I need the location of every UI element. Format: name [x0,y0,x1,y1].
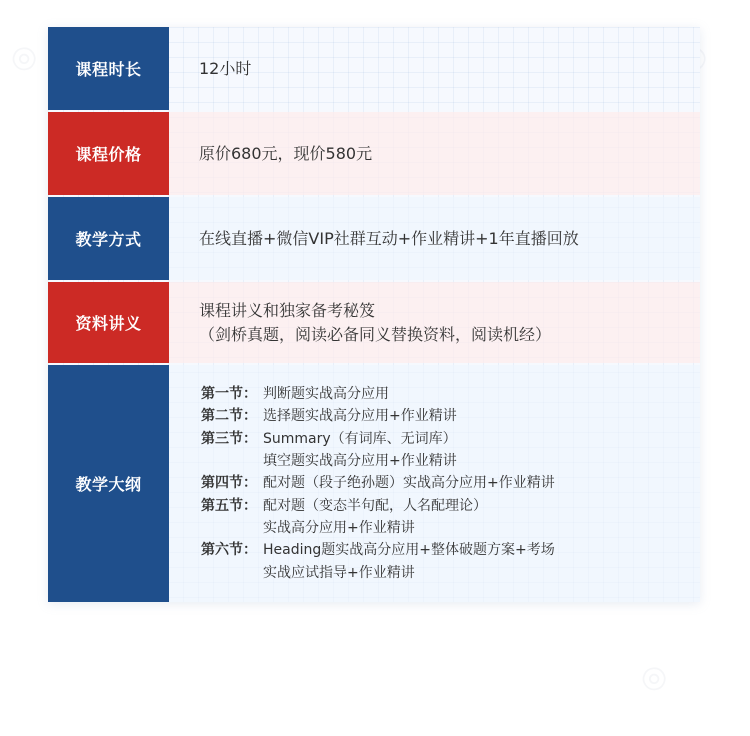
row-outline [48,365,700,602]
outline-text: 配对题（变态半句配，人名配理论） [263,497,487,514]
outline-label: 教学大纲 [48,365,169,602]
outline-text: 选择题实战高分应用+作业精讲 [263,408,457,425]
course-info-table [48,27,700,602]
outline-item [201,562,700,584]
outline-text: 判断题实战高分应用 [263,386,389,403]
outline-list [169,365,700,602]
outline-section: 第四节： [201,475,257,492]
teaching-method-value [169,197,700,280]
outline-item [201,428,700,450]
watermark: ◎ [632,655,674,700]
outline-item [201,495,700,517]
teaching-method-label: 教学方式 [48,197,169,280]
outline-section: 第五节： [201,497,257,514]
outline-item [201,383,700,405]
outline-text: 填空题实战高分应用+作业精讲 [263,453,457,470]
materials-line-2: （剑桥真题，阅读必备同义替换资料，阅读机经） [199,324,552,344]
outline-text: 配对题（段子绝孙题）实战高分应用+作业精讲 [263,475,555,492]
outline-item [201,539,700,561]
duration-label: 课程时长 [48,27,169,110]
row-materials [48,282,700,363]
duration-text: 12小时 [199,58,252,78]
outline-section: 第二节： [201,408,257,425]
materials-line-1: 课程讲义和独家备考秘笈 [199,300,376,320]
outline-section: 第一节： [201,386,257,403]
price-value [169,112,700,195]
row-price [48,112,700,195]
outline-item [201,450,700,472]
outline-text: 实战应试指导+作业精讲 [263,564,415,581]
outline-text: Heading题实战高分应用+整体破题方案+考场 [263,542,555,559]
materials-value [169,282,700,363]
outline-text: Summary（有词库、无词库） [263,430,457,447]
outline-item [201,472,700,494]
outline-text: 实战高分应用+作业精讲 [263,519,415,536]
price-label: 课程价格 [48,112,169,195]
row-duration [48,27,700,110]
price-text: 原价680元，现价580元 [199,143,373,163]
materials-label: 资料讲义 [48,282,169,363]
teaching-method-text: 在线直播+微信VIP社群互动+作业精讲+1年直播回放 [199,228,579,248]
duration-value [169,27,700,110]
outline-item [201,405,700,427]
outline-section: 第六节： [201,542,257,559]
watermark: ◎ [2,35,44,80]
row-teaching-method [48,197,700,280]
outline-section: 第三节： [201,430,257,447]
outline-item [201,517,700,539]
